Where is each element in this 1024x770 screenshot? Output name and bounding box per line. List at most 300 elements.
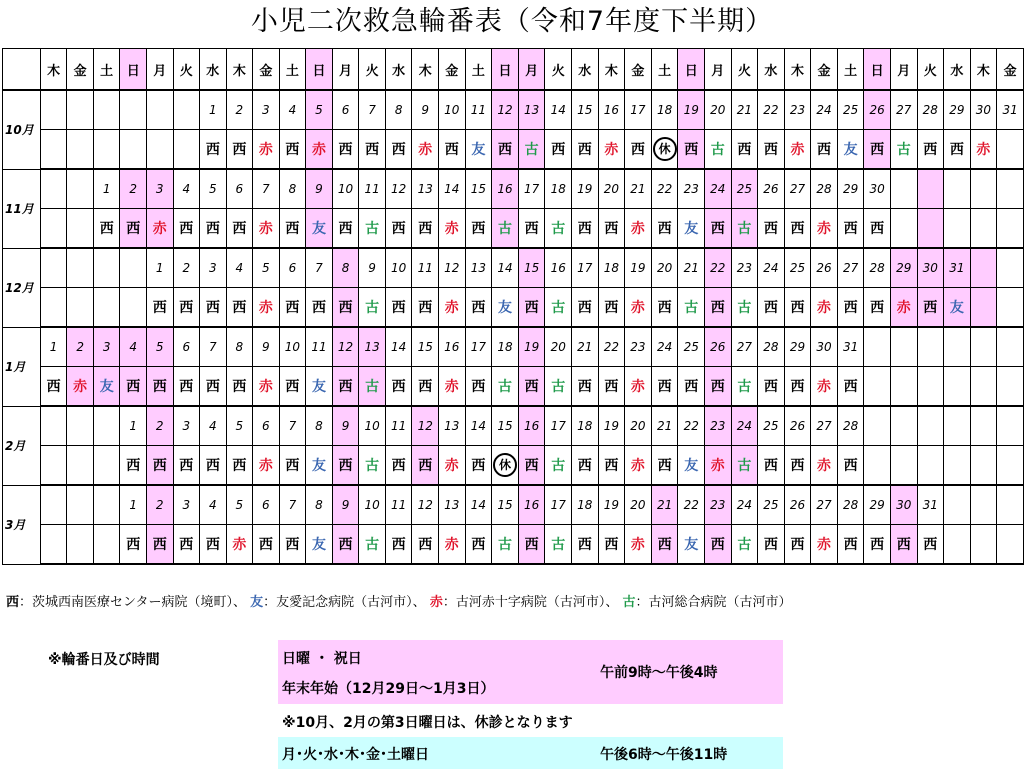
day-number-cell: 24 [731,406,758,446]
hospital-nishi: 西 [126,458,141,474]
day-number-cell: 14 [465,406,492,446]
day-number-cell: 2 [146,485,173,525]
hospital-nishi: 西 [524,379,539,395]
hospital-cell [864,367,891,407]
day-number-cell: 24 [731,485,758,525]
weekday-cell: 土 [651,49,678,91]
day-number-cell: 22 [598,327,625,367]
day-number-cell: 13 [359,327,386,367]
hospital-nishi: 西 [338,379,353,395]
day-number-row [3,327,1024,367]
weekday-cell: 日 [120,49,147,91]
day-number-cell: 10 [332,169,359,209]
hospital-cell [385,130,412,170]
weekday-cell: 金 [67,49,94,91]
hospital-nishi: 西 [604,379,619,395]
day-number-cell: 4 [279,90,306,130]
hospital-furu: 古 [365,221,380,237]
day-number-cell: 30 [811,327,838,367]
day-number-cell: 25 [837,90,864,130]
day-number-cell [173,90,200,130]
schedule-table [2,48,1024,565]
day-number-cell [864,406,891,446]
hospital-cell [518,130,545,170]
hospital-cell [944,446,971,486]
day-number-cell [997,248,1024,288]
hospital-tomo: 友 [684,458,699,474]
hospital-cell [625,130,652,170]
hospital-tomo: 友 [311,221,326,237]
hospital-cell [997,288,1024,328]
day-number-cell [93,90,120,130]
day-number-cell: 8 [279,169,306,209]
day-number-cell: 16 [545,248,572,288]
hospital-cell [332,288,359,328]
day-number-cell: 5 [226,406,253,446]
day-number-cell: 7 [306,248,333,288]
day-number-cell [67,169,94,209]
day-number-cell: 31 [944,248,971,288]
hospital-aka: 赤 [630,300,645,316]
hospital-nishi: 西 [391,379,406,395]
hospital-aka: 赤 [630,537,645,553]
hospital-cell [917,209,944,249]
hospital-nishi: 西 [285,458,300,474]
hospital-nishi: 西 [418,300,433,316]
hospital-cell [439,367,466,407]
hospital-nishi: 西 [817,142,832,158]
hospital-nishi: 西 [763,379,778,395]
day-number-cell: 22 [705,248,732,288]
hospital-aka: 赤 [418,142,433,158]
hospital-cell [253,367,280,407]
day-number-cell: 26 [811,248,838,288]
hospital-cell [412,209,439,249]
hospital-furu: 古 [737,221,752,237]
hospital-cell [784,288,811,328]
hospital-nishi: 西 [763,142,778,158]
day-number-cell [944,169,971,209]
day-number-cell [67,406,94,446]
hospital-cell [226,367,253,407]
hospital-nishi: 西 [232,379,247,395]
hospital-nishi: 西 [577,537,592,553]
hospital-cell [970,367,997,407]
day-number-cell: 18 [545,169,572,209]
hospital-nishi: 西 [843,537,858,553]
day-number-cell: 24 [758,248,785,288]
month-label: 3月 [3,485,41,564]
hospital-cell [173,209,200,249]
hospital-cell [93,525,120,565]
hospital-nishi: 西 [843,379,858,395]
hospital-aka: 赤 [630,221,645,237]
hospital-cell [306,209,333,249]
hospital-cell [890,209,917,249]
day-number-cell: 21 [678,248,705,288]
day-number-cell: 20 [625,406,652,446]
day-number-cell: 1 [93,169,120,209]
day-number-cell: 26 [784,406,811,446]
hospital-cell [306,367,333,407]
hospital-cell [678,367,705,407]
hospital-aka: 赤 [817,458,832,474]
day-number-cell: 3 [93,327,120,367]
day-number-cell: 27 [811,406,838,446]
day-number-cell: 12 [492,90,519,130]
hospital-cell [492,525,519,565]
day-number-cell [864,327,891,367]
hospital-cell [40,209,67,249]
hospital-cell [226,288,253,328]
hospital-cell [705,367,732,407]
hospital-cell [784,209,811,249]
weekday-cell: 水 [758,49,785,91]
day-number-cell: 6 [279,248,306,288]
day-number-cell: 17 [572,248,599,288]
hospital-nishi: 西 [232,221,247,237]
day-number-cell [40,485,67,525]
hospital-cell [917,446,944,486]
day-number-cell: 14 [385,327,412,367]
hospital-nishi: 西 [232,300,247,316]
day-number-cell: 1 [120,485,147,525]
weekday-cell: 月 [146,49,173,91]
hospital-cell [385,288,412,328]
hospital-cell [944,288,971,328]
legend-text-nishi: ：茨城西南医療センター病院（境町）、 [19,595,246,610]
hospital-cell [439,288,466,328]
day-number-cell [997,406,1024,446]
day-number-cell: 8 [306,406,333,446]
hospital-nishi: 西 [604,458,619,474]
day-number-cell: 30 [917,248,944,288]
hospital-cell [598,288,625,328]
day-number-cell [40,169,67,209]
day-number-cell: 12 [412,406,439,446]
hospital-cell [518,525,545,565]
day-number-cell [120,90,147,130]
hospital-nishi: 西 [179,537,194,553]
day-number-cell: 28 [837,406,864,446]
month-label: 12月 [3,248,41,327]
hospital-cell [864,288,891,328]
hospital-cell [545,130,572,170]
hospital-cell [811,525,838,565]
day-number-cell: 11 [306,327,333,367]
hospital-row [3,367,1024,407]
hospital-cell [67,367,94,407]
hospital-nishi: 西 [923,537,938,553]
hospital-cell [120,288,147,328]
hospital-nishi: 西 [551,142,566,158]
hospital-cell [40,446,67,486]
hospital-nishi: 西 [99,221,114,237]
hospital-cell [731,367,758,407]
day-number-cell: 28 [811,169,838,209]
day-number-cell: 7 [253,169,280,209]
hospital-cell [40,367,67,407]
hospital-cell [572,209,599,249]
legend-text-furu: ：古河総合病院（古河市） [635,595,792,610]
hospital-cell [758,130,785,170]
hospital-cell [705,446,732,486]
hospital-cell [625,367,652,407]
hospital-cell [253,446,280,486]
hospital-furu: 古 [710,142,725,158]
hospital-furu: 古 [524,142,539,158]
hospital-nishi: 西 [471,379,486,395]
day-number-cell: 5 [146,327,173,367]
hospital-cell [678,446,705,486]
month-label: 10月 [3,90,41,169]
day-number-cell [40,406,67,446]
hospital-aka: 赤 [258,379,273,395]
day-number-cell: 10 [385,248,412,288]
hospital-cell [226,209,253,249]
day-number-cell: 13 [439,485,466,525]
hospital-cell [997,367,1024,407]
hospital-cell [997,446,1024,486]
day-number-cell [146,90,173,130]
hospital-cell [492,288,519,328]
day-number-cell [970,485,997,525]
hospital-nishi: 西 [205,300,220,316]
hospital-cell [890,288,917,328]
day-number-cell: 29 [784,327,811,367]
day-number-cell [944,406,971,446]
hospital-cell [731,130,758,170]
day-number-cell: 25 [758,485,785,525]
hospital-cell [492,130,519,170]
hospital-cell [705,209,732,249]
newyear-label: 年末年始（12月29日～1月3日） [282,681,495,697]
day-number-cell: 6 [332,90,359,130]
hospital-cell [465,130,492,170]
hospital-cell [545,367,572,407]
hospital-tomo: 友 [684,537,699,553]
day-number-cell: 4 [120,327,147,367]
day-number-cell [93,248,120,288]
hospital-cell [226,446,253,486]
hospital-cell [439,130,466,170]
hospital-cell [917,130,944,170]
hospital-cell [678,288,705,328]
hospital-cell [890,525,917,565]
day-number-cell: 16 [518,406,545,446]
hospital-cell [332,367,359,407]
hospital-cell [412,130,439,170]
hospital-furu: 古 [365,379,380,395]
day-number-cell [120,248,147,288]
day-number-cell [890,327,917,367]
day-number-cell: 26 [864,90,891,130]
hospital-cell [678,209,705,249]
hospital-cell [332,525,359,565]
day-number-cell: 5 [253,248,280,288]
legend-text-tomo: ：友愛記念病院（古河市）、 [263,595,426,610]
day-number-cell: 28 [864,248,891,288]
hospital-row [3,288,1024,328]
weekday-cell: 日 [678,49,705,91]
day-number-cell: 12 [332,327,359,367]
hospital-cell [253,130,280,170]
hospital-cell [678,525,705,565]
hospital-cell [306,525,333,565]
hospital-nishi: 西 [923,300,938,316]
day-number-cell: 25 [731,169,758,209]
hospital-cell [837,209,864,249]
day-number-cell: 7 [279,485,306,525]
weekday-cell: 水 [944,49,971,91]
hospital-cell [651,367,678,407]
legend-key-furu: 古 [622,595,636,610]
day-number-cell: 5 [226,485,253,525]
hospital-cell [67,288,94,328]
weekday-cell: 木 [226,49,253,91]
hospital-aka: 赤 [73,379,88,395]
weekday-cell: 木 [412,49,439,91]
hospital-cell [492,209,519,249]
hospital-nishi: 西 [391,221,406,237]
day-number-cell: 19 [518,327,545,367]
day-number-cell: 26 [758,169,785,209]
day-number-row [3,485,1024,525]
weekday-cell: 月 [518,49,545,91]
hospital-cell [997,209,1024,249]
day-number-cell [970,327,997,367]
hospital-cell [146,367,173,407]
hospital-nishi: 西 [498,142,513,158]
hospital-cell [173,288,200,328]
day-number-cell: 16 [518,485,545,525]
hospital-aka: 赤 [444,537,459,553]
hospital-nishi: 西 [604,300,619,316]
hospital-nishi: 西 [418,221,433,237]
hospital-furu: 古 [498,379,513,395]
hospital-cell [146,446,173,486]
hospital-cell [811,209,838,249]
day-number-cell: 11 [359,169,386,209]
day-number-cell: 3 [173,485,200,525]
hospital-cell [598,209,625,249]
hospital-cell [279,446,306,486]
hospital-cell [572,367,599,407]
hospital-nishi: 西 [338,221,353,237]
hospital-cell [572,525,599,565]
weekday-cell: 土 [93,49,120,91]
day-number-cell: 16 [492,169,519,209]
hospital-cell [67,209,94,249]
day-number-cell: 15 [492,406,519,446]
hospital-cell [253,209,280,249]
month-label: 2月 [3,406,41,485]
day-number-cell: 23 [678,169,705,209]
weekday-cell: 日 [492,49,519,91]
day-number-cell: 26 [705,327,732,367]
day-number-cell: 19 [625,248,652,288]
hospital-cell [625,525,652,565]
hospital-cell [465,288,492,328]
hospital-nishi: 西 [763,458,778,474]
day-number-cell: 19 [678,90,705,130]
day-number-cell: 11 [465,90,492,130]
day-number-cell [917,406,944,446]
hospital-tomo: 友 [684,221,699,237]
day-number-cell: 8 [332,248,359,288]
hospital-cell [173,446,200,486]
day-number-cell: 6 [253,406,280,446]
hospital-nishi: 西 [365,142,380,158]
day-number-cell: 21 [572,327,599,367]
hospital-furu: 古 [551,221,566,237]
hospital-cell [93,130,120,170]
hospital-cell [226,525,253,565]
hospital-nishi: 西 [684,379,699,395]
hospital-cell [598,130,625,170]
hospital-nishi: 西 [710,537,725,553]
day-number-row [3,90,1024,130]
hospital-cell [226,130,253,170]
day-number-cell: 1 [120,406,147,446]
hospital-furu: 古 [896,142,911,158]
hospital-nishi: 西 [471,458,486,474]
hospital-nishi: 西 [843,300,858,316]
day-number-cell: 23 [731,248,758,288]
hospital-nishi: 西 [870,221,885,237]
hospital-nishi: 西 [391,142,406,158]
hospital-cell [651,525,678,565]
hospital-row [3,209,1024,249]
hospital-aka: 赤 [790,142,805,158]
hospital-cell [758,367,785,407]
day-number-cell: 13 [465,248,492,288]
closure-note: ※10月、2月の第3日曜日は、休診となります [282,715,573,731]
day-number-cell: 12 [385,169,412,209]
hospital-nishi: 西 [205,379,220,395]
hospital-cell [705,130,732,170]
hospital-cell [970,525,997,565]
day-number-cell [890,406,917,446]
hospital-nishi: 西 [630,142,645,158]
hospital-cell [120,446,147,486]
weekday-hours-box [278,737,783,769]
day-number-cell: 24 [705,169,732,209]
day-number-cell: 4 [226,248,253,288]
hospital-nishi: 西 [870,300,885,316]
day-number-cell: 13 [412,169,439,209]
hospital-cell [837,367,864,407]
hospital-cell [279,288,306,328]
hospital-nishi: 西 [790,300,805,316]
day-number-cell: 17 [545,485,572,525]
hospital-cell [253,288,280,328]
day-number-cell: 23 [625,327,652,367]
day-number-cell [944,327,971,367]
hospital-nishi: 西 [577,458,592,474]
weekday-cell: 火 [731,49,758,91]
hospital-cell [625,446,652,486]
day-number-cell [67,485,94,525]
hospital-cell [40,525,67,565]
day-number-cell: 14 [492,248,519,288]
day-number-cell: 20 [705,90,732,130]
hospital-cell [837,288,864,328]
day-number-row [3,169,1024,209]
hospital-cell [811,367,838,407]
hospital-aka: 赤 [604,142,619,158]
hospital-cell [412,288,439,328]
